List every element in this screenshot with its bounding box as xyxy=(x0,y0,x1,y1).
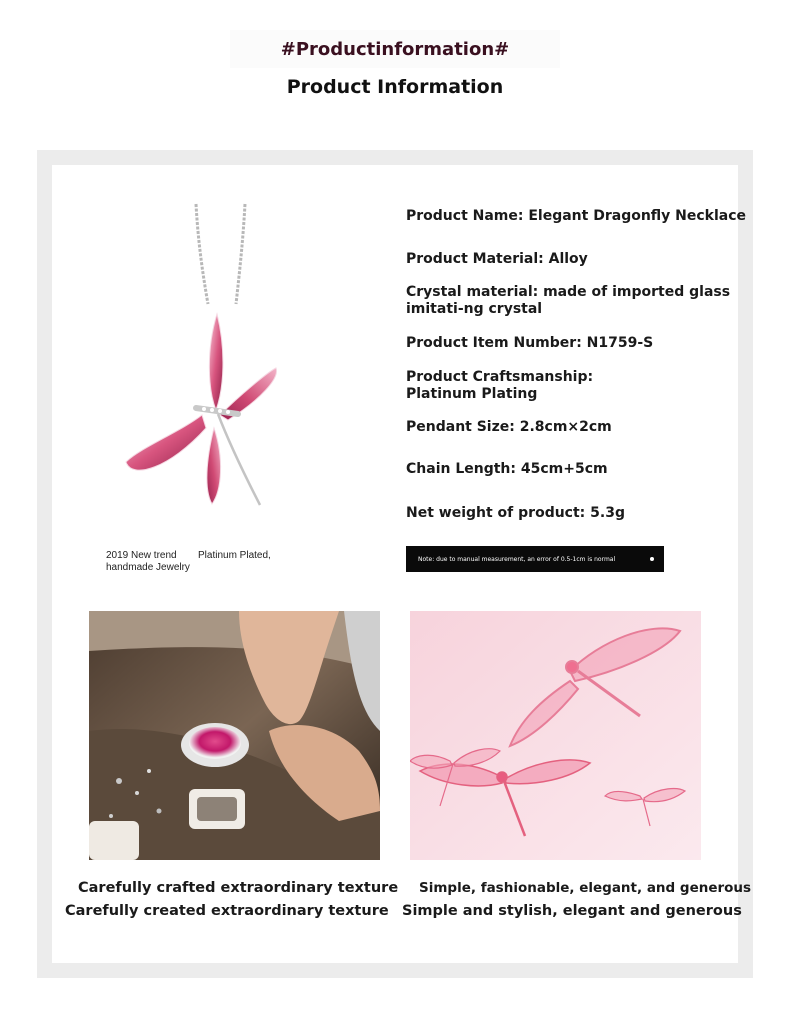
product-image-caption-right: Platinum Plated, xyxy=(198,550,271,561)
spec-material: Product Material: Alloy xyxy=(406,251,588,267)
dragonflies-photo xyxy=(410,611,701,860)
spec-pendant-size: Pendant Size: 2.8cm×2cm xyxy=(406,419,612,435)
spec-net-weight: Net weight of product: 5.3g xyxy=(406,505,625,521)
dragonflies-caption-1: Simple, fashionable, elegant, and generous xyxy=(419,880,752,896)
measurement-note-text: Note: due to manual measurement, an error of 0.5-1cm is normal xyxy=(418,555,616,563)
spec-crystal-material: Crystal material: made of imported glass imitati-ng crystal xyxy=(406,284,731,317)
crafting-photo xyxy=(89,611,380,860)
spec-chain-length: Chain Length: 45cm+5cm xyxy=(406,461,608,477)
hash-title: #Productinformation# xyxy=(230,30,560,68)
dot-icon xyxy=(650,557,654,561)
product-image-caption-left: 2019 New trend handmade Jewelry xyxy=(106,550,190,573)
crafting-caption-1: Carefully crafted extraordinary texture xyxy=(78,880,399,896)
measurement-note xyxy=(406,546,664,572)
crafting-caption-2: Carefully created extraordinary texture xyxy=(65,903,389,919)
spec-product-name: Product Name: Elegant Dragonfly Necklace xyxy=(406,208,747,224)
spec-craftsmanship: Product Craftsmanship: Platinum Plating xyxy=(406,369,594,402)
dragonfly-necklace-image xyxy=(110,200,280,530)
dragonflies-caption-2: Simple and stylish, elegant and generous xyxy=(402,903,742,919)
spec-item-number: Product Item Number: N1759-S xyxy=(406,335,654,351)
page-title: Product Information xyxy=(286,76,504,98)
